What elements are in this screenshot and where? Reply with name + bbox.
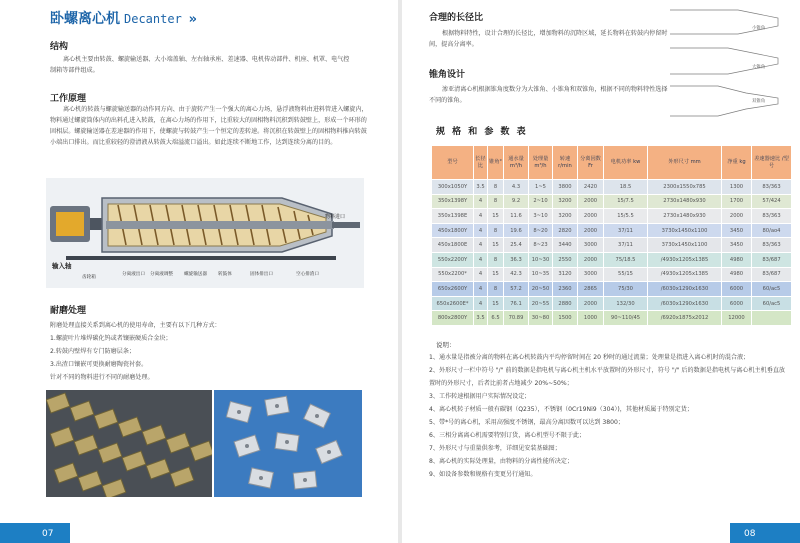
table-cell: 83/687 [752,267,792,282]
table-cell: 57.2 [504,282,529,297]
table-cell: 3.5 [474,311,488,326]
table-row [432,311,792,326]
table-cell: 2880 [553,296,578,311]
table-cell: 2300x1550x785 [648,180,722,195]
note-item: 2、外形尺寸一栏中符号 "/" 前的数据是指电机与离心机主机水平放置时的外形尺寸，符号 "/" 后的数据是指电机与离心机主机垂直放置时的外形尺寸，后者比前者占地减少 20%~50%； [429,367,786,387]
col-header-dimensions: 外形尺寸 mm [648,146,722,180]
table-cell: 1000 [578,311,604,326]
table-cell: 15 [488,296,504,311]
table-cell: 3~10 [529,209,553,224]
table-cell: 3440 [553,238,578,253]
table-cell: 20~55 [529,296,553,311]
col-header-gear: 差速器速比 /型号 [752,146,792,180]
table-cell: 3730x1450x1100 [648,223,722,238]
ratio-text: 根据物料特性，设计合理的长径比，增加物料的沉降区域，延长物料在转鼓内停留时间，提高分离率。 [429,30,668,48]
decanter-cutaway-diagram [46,178,364,288]
table-cell: /6030x1290x1630 [648,296,722,311]
table-row [432,180,792,195]
note-item: 8、离心机的实际处理量，由物料的分离性能所决定； [429,458,574,465]
wear-item-1: 1.螺旋叶片堆焊碳化钨或者镶嵌硬质合金块； [50,335,172,342]
col-header-weight: 净重 kg [722,146,752,180]
table-cell: 8 [488,194,504,209]
table-row [432,252,792,267]
wear-item-2: 2.转鼓内壁焊有专门防磨层条； [50,348,136,355]
page-title: 卧螺离心机 Decanter » [50,11,198,27]
table-cell: 80/ao4 [752,223,792,238]
table-cell: 550x2200Y [432,252,474,267]
table-cell: 2000 [578,209,604,224]
table-cell: 3450 [722,238,752,253]
table-cell: /6030x1290x1630 [648,282,722,297]
table-cell: 37/11 [604,238,648,253]
wear-item-3: 3.出渣口镶嵌可更换耐磨陶瓷衬套。 [50,361,148,368]
table-cell: 6000 [722,282,752,297]
spec-table [431,145,792,326]
table-cell: 132/30 [604,296,648,311]
table-cell: 1300 [722,180,752,195]
wear-item-4: 针对不同的物料进行不同的耐磨处理。 [50,374,154,381]
table-cell: 83/687 [752,252,792,267]
table-cell: 4 [474,252,488,267]
table-cell: /4930x1205x1385 [648,267,722,282]
table-cell: 8~20 [529,223,553,238]
table-row [432,282,792,297]
table-cell: 2420 [578,180,604,195]
diagram-label-screw: 螺旋输送器 [184,272,207,277]
table-cell: 15 [488,238,504,253]
table-cell: 75/30 [604,282,648,297]
table-cell: 1700 [722,194,752,209]
table-cell: 2000 [578,223,604,238]
table-cell: 83/363 [752,180,792,195]
table-cell: 4 [474,296,488,311]
diagram-label-gear: 齿轮箱 [82,275,96,280]
table-cell: 90~110/45 [604,311,648,326]
diagram-label-liquid-weir: 分离液调整 [150,272,173,277]
table-cell: 60/ac5 [752,282,792,297]
table-cell: 350x1398Y [432,194,474,209]
table-cell: 37/11 [604,223,648,238]
table-cell: 3800 [553,180,578,195]
principle-text: 离心机的转鼓与螺旋输送器的动作同方向、由于旋转产生一个强大的离心力场，悬浮液物料由进料管进入螺旋内，物料通过螺旋筒体内的出料孔进入转鼓，在离心力场的作用下，比重较大的固相物料沉积到转鼓壁上，形成一个环形的固相层。螺旋输送器在差速器的作用下，使螺旋与转鼓产生一个恒定的差转速。将沉积在转鼓壁上的固相物料推向转鼓小端出口排出。而比重较轻的澄清液从转鼓大端溢流口溢出。如此连续不断地工作，达到连续分离的目的。 [50,106,368,146]
diagram-label-solid: 固体排出口 [250,272,273,277]
structure-heading: 结构 [50,42,69,52]
table-row [432,194,792,209]
diagram-svg [46,178,364,288]
table-cell: 3450 [722,223,752,238]
col-header-water: 通水量 m³/h [504,146,529,180]
table-cell: 4 [474,194,488,209]
left-page [0,0,398,543]
figure-label-large: 大锥角 [752,65,766,70]
cone-heading: 锥角设计 [429,70,466,80]
table-cell: 10~35 [529,267,553,282]
table-cell: 2000 [578,252,604,267]
table-cell: 83/363 [752,238,792,253]
table-cell: 4.3 [504,180,529,195]
note-item: 5、带*号的离心机，采用高强度不锈钢，最高分离因数可以达到 3800； [429,419,624,426]
note-item: 7、外形尺寸与重量供参考，详细见安装基础图； [429,445,561,452]
table-cell: 42.3 [504,267,529,282]
table-cell: 4 [474,282,488,297]
diagram-label-input: 输入轴 [52,262,72,270]
table-cell: 60/ac5 [752,296,792,311]
table-row [432,296,792,311]
spec-table-header-row [432,146,792,180]
table-cell: 3.5 [474,180,488,195]
table-cell: 2820 [553,223,578,238]
table-row [432,223,792,238]
col-header-power: 电机功率 kw [604,146,648,180]
right-page-number: 08 [744,529,756,539]
col-header-factor: 分离因数 Fr [578,146,604,180]
table-cell: 300x1050Y [432,180,474,195]
figure-label-double: 双锥角 [752,99,766,104]
table-cell: 70.89 [504,311,529,326]
title-english: Decanter [124,12,182,26]
carbide-inserts-photo [214,390,362,497]
table-cell: 11.6 [504,209,529,224]
left-footer-bar [0,523,70,543]
diagram-label-liquid-ring: 分离液出口 [122,272,145,277]
table-cell: /4930x1205x1385 [648,252,722,267]
table-cell: 3200 [553,194,578,209]
table-cell: 8 [488,180,504,195]
table-cell: 2360 [553,282,578,297]
diagram-label-bowl: 转鼓体 [218,272,232,277]
table-cell: /6920x1875x2012 [648,311,722,326]
table-cell: 75/18.5 [604,252,648,267]
cone-angle-figure [668,0,794,118]
table-cell: 6.5 [488,311,504,326]
table-cell: 76.1 [504,296,529,311]
table-cell: 25.4 [504,238,529,253]
table-cell: 650x2600Y [432,282,474,297]
table-cell: 10~30 [529,252,553,267]
table-cell: 15 [488,209,504,224]
table-cell: 9.2 [504,194,529,209]
note-item: 9、如设备参数和规格有变更另行通知。 [429,471,537,478]
note-item: 4、离心机转子材质一般有碳钢（Q235），不锈钢（0Cr19Ni9（304）)，其他材质属于特别定货； [429,406,693,413]
table-cell: 30~80 [529,311,553,326]
table-cell: 3730x1450x1100 [648,238,722,253]
table-cell: 12000 [722,311,752,326]
table-cell: 350x1398E [432,209,474,224]
table-cell: 2000 [578,194,604,209]
table-cell: 8 [488,223,504,238]
ratio-heading: 合理的长径比 [429,13,484,23]
table-cell: 2730x1480x930 [648,194,722,209]
table-cell: 6000 [722,296,752,311]
table-cell: 20~50 [529,282,553,297]
col-header-model: 型号 [432,146,474,180]
table-cell: 550x2200* [432,267,474,282]
table-cell: 4980 [722,267,752,282]
table-cell: 8 [488,252,504,267]
note-item: 3、工作转速根据用户实际情况设定； [429,393,531,400]
table-cell: 83/363 [752,209,792,224]
table-cell: 8 [488,282,504,297]
diagram-label-slag: 空心排渣口 [296,272,319,277]
table-cell: 3000 [578,267,604,282]
table-cell: 4 [474,223,488,238]
table-cell: 4 [474,267,488,282]
cone-text: 渗亚清离心机根据锥角度数分为大锥角、小锥角和双锥角，根据不同的物料特性选择不同的锥角。 [429,86,668,104]
col-header-cone: 锥角° [488,146,504,180]
table-row [432,267,792,282]
wear-tiles-photo [46,390,212,497]
table-cell: 1500 [553,311,578,326]
table-cell: 2550 [553,252,578,267]
diagram-label-feed: 物料进口 [325,214,346,220]
table-cell: 2~10 [529,194,553,209]
table-cell: 450x1800Y [432,223,474,238]
table-cell: 1~5 [529,180,553,195]
right-footer-bar [730,523,800,543]
table-cell: 4 [474,209,488,224]
table-cell: 4 [474,238,488,253]
table-cell: 55/15 [604,267,648,282]
table-cell: 15/5.5 [604,209,648,224]
table-cell: 3120 [553,267,578,282]
wear-heading: 耐磨处理 [50,306,87,316]
table-cell: 57/424 [752,194,792,209]
spec-table-title: 规 格 和 参 数 表 [436,127,528,137]
table-cell: 36.3 [504,252,529,267]
wear-text: 附磨处理直接关系到离心机的使用寿命，主要有以下几种方式： [50,322,221,329]
table-cell: 3000 [578,238,604,253]
table-row [432,209,792,224]
table-cell: 4980 [722,252,752,267]
notes-title: 说明： [436,341,456,349]
table-cell: 2865 [578,282,604,297]
col-header-capacity: 处理量 m³/h [529,146,553,180]
figure-label-small: 小锥角 [752,26,766,31]
table-cell: 450x1800E [432,238,474,253]
table-cell: 18.5 [604,180,648,195]
table-cell: 19.6 [504,223,529,238]
table-cell: 15 [488,267,504,282]
table-cell: 2000 [578,296,604,311]
table-cell: 15/7.5 [604,194,648,209]
title-arrow-icon: » [188,12,198,27]
note-item: 6、三相分离离心机需要特别订货，离心机型号不限于此； [429,432,586,439]
table-cell: 2730x1480x930 [648,209,722,224]
table-cell: 3200 [553,209,578,224]
table-cell: 650x2600E* [432,296,474,311]
principle-heading: 工作原理 [50,94,87,104]
col-header-speed: 转速 r/min [553,146,578,180]
col-header-ratio: 长径比 [474,146,488,180]
table-row [432,238,792,253]
table-cell: 8~23 [529,238,553,253]
table-cell: 2000 [722,209,752,224]
table-cell [752,311,792,326]
structure-text: 离心机主要由转鼓、螺旋输送器、大小端盖轴、左右轴承座、差速器、电机传动部件、机座、机罩、电气控制箱等部件组成。 [50,56,350,74]
table-cell: 800x2800Y [432,311,474,326]
notes-list [429,351,791,481]
left-page-number: 07 [42,529,54,539]
note-item: 1、通水量是指被分离的物料在离心机转鼓内平均停留时间在 20 秒时的通过流量；处理量是指进入离心机时的混合液； [429,354,750,361]
